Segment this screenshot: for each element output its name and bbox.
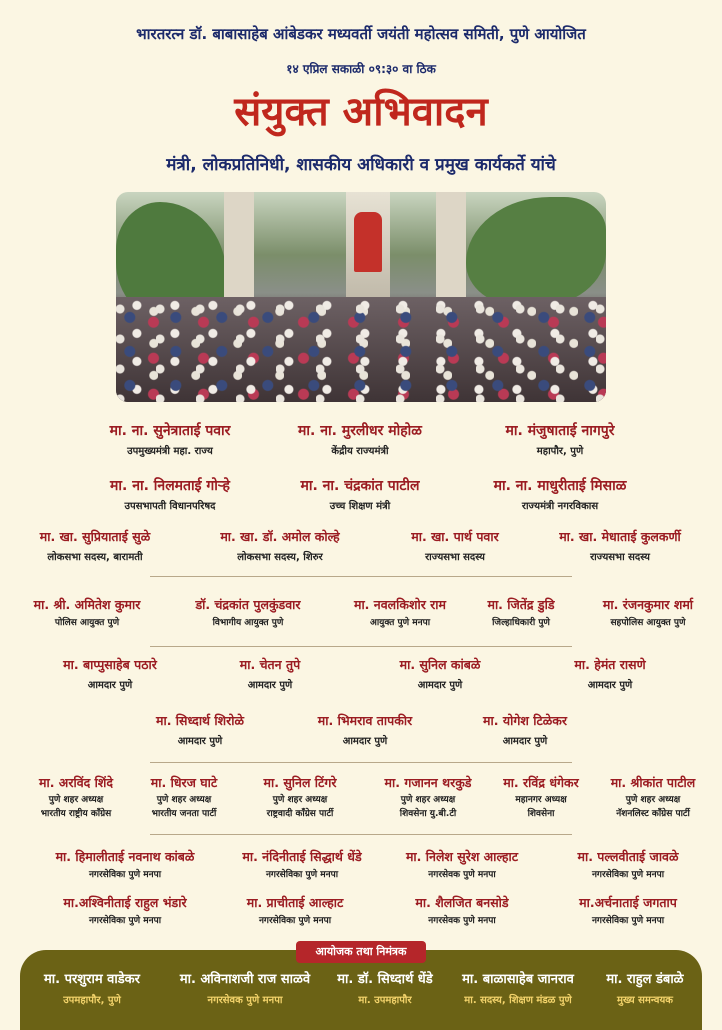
organizer-name: मा. राहुल डंबाळे xyxy=(606,972,684,987)
person-name: मा. ना. चंद्रकांत पाटील xyxy=(300,478,420,494)
person-card xyxy=(385,528,525,565)
person-card xyxy=(10,528,180,565)
person-name: मा. रंजनकुमार शर्मा xyxy=(602,597,694,612)
crowd-photo xyxy=(116,192,606,402)
person-role: आमदार पुणे xyxy=(247,680,293,691)
person-role: नगरसेविका पुणे मनपा xyxy=(591,916,665,926)
organizer-role: नगरसेवक पुणे मनपा xyxy=(207,995,283,1006)
person-name: मा. हिमालीताई नवनाथ कांबळे xyxy=(55,849,195,864)
person-name: मा.अश्विनीताई राहुल भंडारे xyxy=(63,895,187,910)
person-name: मा. नवलकिशोर राम xyxy=(353,597,447,612)
person-name: मा. मंजुषाताई नागपुरे xyxy=(505,423,615,439)
person-role: नगरसेविका पुणे मनपा xyxy=(591,870,665,880)
person-card xyxy=(540,656,680,693)
person-card xyxy=(548,848,708,881)
person-name: मा. बाप्पुसाहेब पठारे xyxy=(63,657,157,672)
person-name: मा. भिमराव तापकीर xyxy=(317,713,413,728)
person-name: मा. ना. निलमताई गोऱ्हे xyxy=(110,478,230,494)
person-role: पुणे शहर अध्यक्ष xyxy=(400,795,456,805)
organizer-name: मा. बाळासाहेब जानराव xyxy=(462,972,574,987)
person-name: मा. रविंद्र धंगेकर xyxy=(503,775,579,790)
person-role: आमदार पुणे xyxy=(502,736,548,747)
person-role: पुणे शहर अध्यक्ष xyxy=(272,795,328,805)
person-role: आमदार पुणे xyxy=(177,736,223,747)
person-org: शिवसेना यु.बी.टी xyxy=(399,809,457,819)
person-card xyxy=(40,894,210,927)
person-name: मा. शैलजित बनसोडे xyxy=(415,895,509,910)
person-name: मा. खा. सुप्रियाताई सुळे xyxy=(39,529,151,544)
person-card xyxy=(290,712,440,749)
person-name: मा. ना. सुनेत्राताई पवार xyxy=(109,423,231,439)
divider xyxy=(150,834,572,835)
person-name: मा. खा. मेधाताई कुलकर्णी xyxy=(559,529,681,544)
person-card xyxy=(132,774,236,820)
person-role: आमदार पुणे xyxy=(417,680,463,691)
person-card xyxy=(200,656,340,693)
person-role: महानगर अध्यक्ष xyxy=(515,795,567,805)
person-role: लोकसभा सदस्य, बारामती xyxy=(47,552,143,563)
person-name: मा. नंदिनीताई सिद्धार्थ धेंडे xyxy=(242,849,362,864)
person-card xyxy=(528,528,712,565)
person-role: सहपोलिस आयुक्त पुणे xyxy=(610,618,686,628)
poster-subtitle: मंत्री, लोकप्रतिनिधी, शासकीय अधिकारी व प्रमुख कार्यकर्ते यांचे xyxy=(166,155,556,175)
person-card xyxy=(168,596,328,629)
person-name: मा. अरविंद शिंदे xyxy=(38,775,114,790)
organizer-tag: आयोजक तथा निमंत्रक xyxy=(296,941,426,963)
person-role: उपसभापती विधानपरिषद xyxy=(124,501,216,512)
person-org: नॅशनलिस्ट कॉंग्रेस पार्टी xyxy=(616,809,690,819)
person-role: राज्यसभा सदस्य xyxy=(425,552,485,563)
person-name: मा. हेमंत रासणे xyxy=(574,657,646,672)
tree-right xyxy=(466,197,606,307)
person-name: मा. खा. डॉ. अमोल कोल्हे xyxy=(220,529,340,544)
person-card xyxy=(596,774,710,820)
person-card xyxy=(215,894,375,927)
person-name: मा. पल्लवीताई जावळे xyxy=(577,849,679,864)
person-role: नगरसेविका पुणे मनपा xyxy=(88,916,162,926)
person-card xyxy=(270,422,450,459)
organizer-card xyxy=(448,972,588,1008)
organizer-card xyxy=(22,972,162,1008)
person-name: मा. सुनिल टिंगरे xyxy=(263,775,337,790)
person-name: मा. ना. माधुरीताई मिसाळ xyxy=(493,478,627,494)
person-card xyxy=(548,894,708,927)
person-role: पुणे शहर अध्यक्ष xyxy=(48,795,104,805)
person-role: नगरसेविका पुणे मनपा xyxy=(258,916,332,926)
person-role: आयुक्त पुणे मनपा xyxy=(369,618,431,628)
person-role: जिल्हाधिकारी पुणे xyxy=(492,618,550,628)
person-card xyxy=(212,848,392,881)
organizer-card xyxy=(325,972,445,1008)
statue xyxy=(354,212,382,272)
person-card xyxy=(80,422,260,459)
person-role: राज्यमंत्री नगरविकास xyxy=(521,501,599,512)
person-name: मा. जितेंद्र डुडि xyxy=(487,597,555,612)
person-card xyxy=(382,894,542,927)
person-role: उच्च शिक्षण मंत्री xyxy=(329,501,391,512)
person-role: केंद्रीय राज्यमंत्री xyxy=(331,446,389,457)
person-card xyxy=(466,596,576,629)
person-card xyxy=(270,477,450,514)
person-card xyxy=(12,596,162,629)
person-org: शिवसेना xyxy=(527,809,555,819)
person-role: उपमुख्यमंत्री महा. राज्य xyxy=(127,446,213,457)
organizer-role: मुख्य समन्वयक xyxy=(617,995,673,1006)
person-role: नगरसेवक पुणे मनपा xyxy=(428,916,496,926)
person-card xyxy=(30,656,190,693)
person-card xyxy=(20,774,132,820)
person-card xyxy=(455,712,595,749)
person-card xyxy=(368,774,488,820)
person-role: आमदार पुणे xyxy=(342,736,388,747)
organizer-name: मा. डॉ. सिध्दार्थ धेंडे xyxy=(337,972,433,987)
person-name: मा. श्री. अमितेश कुमार xyxy=(33,597,141,612)
organizer-role: उपमहापौर, पुणे xyxy=(63,995,121,1006)
person-card xyxy=(470,422,650,459)
person-role: राज्यसभा सदस्य xyxy=(590,552,650,563)
person-name: मा. श्रीकांत पाटील xyxy=(610,775,696,790)
person-role: पोलिस आयुक्त पुणे xyxy=(54,618,120,628)
person-card xyxy=(578,596,718,629)
person-role: लोकसभा सदस्य, शिरुर xyxy=(237,552,323,563)
divider xyxy=(150,646,572,647)
organizer-card xyxy=(160,972,330,1008)
organizer-name: मा. परशुराम वाडेकर xyxy=(44,972,140,987)
person-role: विभागीय आयुक्त पुणे xyxy=(212,618,284,628)
person-name: मा. प्राचीताई आल्हाट xyxy=(246,895,344,910)
organizer-role: मा. सदस्य, शिक्षण मंडळ पुणे xyxy=(464,995,572,1006)
person-name: मा. सुनिल कांबळे xyxy=(399,657,481,672)
divider xyxy=(150,762,572,763)
person-name: डॉ. चंद्रकांत पुलकुंडवार xyxy=(195,597,301,612)
person-card xyxy=(80,477,260,514)
person-role: पुणे शहर अध्यक्ष xyxy=(625,795,681,805)
person-org: राष्ट्रवादी कॉंग्रेस पार्टी xyxy=(266,809,334,819)
person-org: भारतीय राष्ट्रीय कॉंग्रेस xyxy=(40,809,112,819)
person-card xyxy=(240,774,360,820)
person-card xyxy=(190,528,370,565)
person-role: महापौर, पुणे xyxy=(536,446,584,457)
person-card xyxy=(486,774,596,820)
person-name: मा. चेतन तुपे xyxy=(239,657,301,672)
person-name: मा. गजानन थरकुडे xyxy=(384,775,472,790)
organizer-role: मा. उपमहापौर xyxy=(358,995,412,1006)
person-role: आमदार पुणे xyxy=(587,680,633,691)
person-name: मा. सिध्दार्थ शिरोळे xyxy=(155,713,244,728)
person-name: मा. निलेश सुरेश आल्हाट xyxy=(405,849,519,864)
person-role: पुणे शहर अध्यक्ष xyxy=(156,795,212,805)
person-name: मा.अर्चनाताई जगताप xyxy=(579,895,677,910)
person-name: मा. धिरज घाटे xyxy=(150,775,218,790)
person-card xyxy=(330,596,470,629)
person-card xyxy=(382,848,542,881)
person-name: मा. खा. पार्थ पवार xyxy=(411,529,499,544)
person-role: नगरसेविका पुणे मनपा xyxy=(88,870,162,880)
crowd xyxy=(116,297,606,402)
organizer-card xyxy=(585,972,705,1008)
person-org: भारतीय जनता पार्टी xyxy=(151,809,217,819)
divider xyxy=(150,576,572,577)
organizer-line: भारतरत्न डॉ. बाबासाहेब आंबेडकर मध्यवर्ती जयंती महोत्सव समिती, पुणे आयोजित xyxy=(136,25,586,43)
person-card xyxy=(370,656,510,693)
organizer-name: मा. अविनाशजी राज साळवे xyxy=(179,972,311,987)
person-card xyxy=(30,848,220,881)
person-role: आमदार पुणे xyxy=(87,680,133,691)
person-role: नगरसेवक पुणे मनपा xyxy=(428,870,496,880)
person-name: मा. योगेश टिळेकर xyxy=(483,713,567,728)
poster-title: संयुक्त अभिवादन xyxy=(234,88,488,135)
person-card xyxy=(470,477,650,514)
person-card xyxy=(120,712,280,749)
person-role: नगरसेविका पुणे मनपा xyxy=(265,870,339,880)
date-time-line: १४ एप्रिल सकाळी ०९:३० वा ठिक xyxy=(286,62,436,76)
person-name: मा. ना. मुरलीधर मोहोळ xyxy=(298,423,422,439)
